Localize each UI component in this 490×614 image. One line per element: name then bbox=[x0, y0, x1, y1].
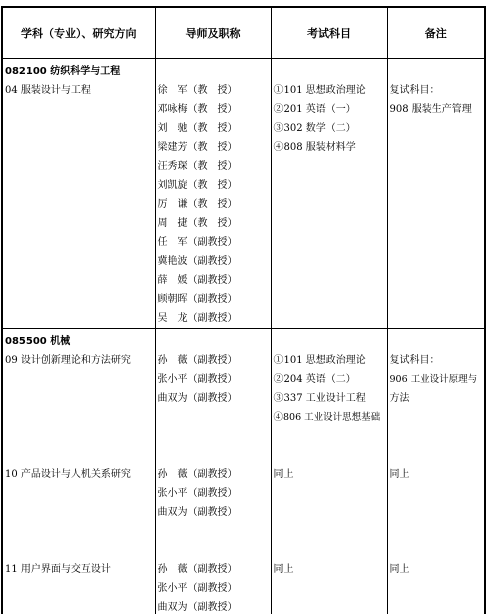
advisor-name: 薛 媛（副教授） bbox=[157, 275, 238, 286]
note-line: 复试科目： bbox=[389, 355, 440, 366]
exam-subject: ①101 思想政治理论 bbox=[273, 355, 366, 366]
exams-cell bbox=[271, 329, 387, 614]
discipline-code-mechanical: 085500 机械 bbox=[5, 336, 71, 347]
advisor-name: 张小平（副教授） bbox=[157, 488, 238, 499]
header-discipline: 学科（专业）、研究方向 bbox=[2, 7, 155, 59]
advisor-name: 周 捷（教 授） bbox=[157, 218, 238, 229]
advisor-name: 孙 薇（副教授） bbox=[157, 355, 238, 366]
exams-cell bbox=[271, 59, 387, 329]
admissions-table bbox=[1, 6, 486, 614]
exam-subject: 同上 bbox=[273, 564, 294, 575]
research-direction: 10 产品设计与人机关系研究 bbox=[5, 469, 131, 480]
note-line: 方法 bbox=[389, 393, 410, 404]
exam-subject: 同上 bbox=[273, 469, 294, 480]
advisor-name: 徐 军（教 授） bbox=[157, 85, 238, 96]
advisor-name: 顾朝晖（副教授） bbox=[157, 294, 238, 305]
header-advisors: 导师及职称 bbox=[155, 7, 271, 59]
advisor-name: 吴 龙（副教授） bbox=[157, 313, 238, 324]
advisor-name: 曲双为（副教授） bbox=[157, 602, 238, 613]
advisor-name: 任 军（副教授） bbox=[157, 237, 238, 248]
advisors-cell bbox=[155, 59, 271, 329]
advisor-name: 刘 驰（教 授） bbox=[157, 123, 238, 134]
advisor-name: 张小平（副教授） bbox=[157, 583, 238, 594]
discipline-cell bbox=[2, 329, 155, 614]
exam-subject: ②201 英语（一） bbox=[273, 104, 356, 115]
advisor-name: 邓咏梅（教 授） bbox=[157, 104, 238, 115]
advisor-name: 冀艳波（副教授） bbox=[157, 256, 238, 267]
advisor-name: 孙 薇（副教授） bbox=[157, 564, 238, 575]
section-row-mechanical bbox=[2, 329, 485, 614]
advisor-name: 曲双为（副教授） bbox=[157, 393, 238, 404]
discipline-code-textile: 082100 纺织科学与工程 bbox=[5, 66, 121, 77]
note-line: 同上 bbox=[389, 564, 410, 575]
advisor-name: 梁建芳（教 授） bbox=[157, 142, 238, 153]
research-direction: 04 服装设计与工程 bbox=[5, 85, 91, 96]
exam-subject: ③302 数学（二） bbox=[273, 123, 356, 134]
discipline-cell bbox=[2, 59, 155, 329]
advisor-name: 曲双为（副教授） bbox=[157, 507, 238, 518]
note-line: 906 工业设计原理与 bbox=[389, 374, 478, 385]
header-row bbox=[2, 7, 485, 59]
advisor-name: 刘凯旋（教 授） bbox=[157, 180, 238, 191]
notes-cell bbox=[387, 59, 485, 329]
note-line: 同上 bbox=[389, 469, 410, 480]
research-direction: 11 用户界面与交互设计 bbox=[5, 564, 111, 575]
advisors-cell bbox=[155, 329, 271, 614]
notes-cell bbox=[387, 329, 485, 614]
exam-subject: ②204 英语（二） bbox=[273, 374, 356, 385]
exam-subject: ④808 服装材料学 bbox=[273, 142, 356, 153]
advisor-name: 厉 谦（教 授） bbox=[157, 199, 238, 210]
advisor-name: 汪秀琛（教 授） bbox=[157, 161, 238, 172]
note-line: 908 服装生产管理 bbox=[389, 104, 472, 115]
research-direction: 09 设计创新理论和方法研究 bbox=[5, 355, 131, 366]
exam-subject: ①101 思想政治理论 bbox=[273, 85, 366, 96]
exam-subject: ③337 工业设计工程 bbox=[273, 393, 366, 404]
advisor-name: 张小平（副教授） bbox=[157, 374, 238, 385]
section-row-textile bbox=[2, 59, 485, 329]
advisor-name: 孙 薇（副教授） bbox=[157, 469, 238, 480]
exam-subject: ④806 工业设计思想基础 bbox=[273, 412, 381, 423]
header-exams: 考试科目 bbox=[271, 7, 387, 59]
note-line: 复试科目： bbox=[389, 85, 440, 96]
header-notes: 备注 bbox=[387, 7, 485, 59]
